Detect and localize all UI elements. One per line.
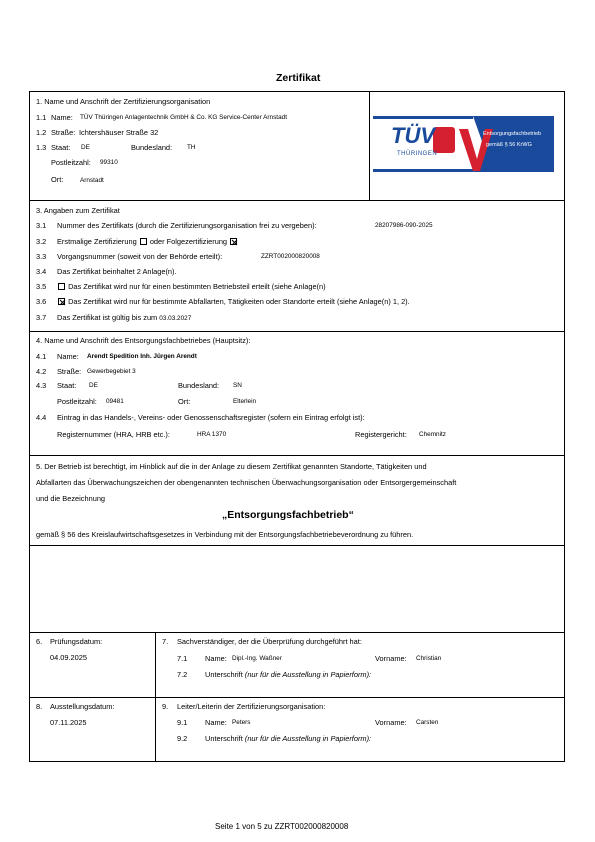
signature-label: Unterschrift bbox=[205, 734, 243, 743]
field-label: Name: bbox=[51, 113, 73, 122]
field-number: 3.5 bbox=[36, 282, 47, 291]
field-number: 3.2 bbox=[36, 237, 47, 246]
org-street: Ichtershäuser Straße 32 bbox=[79, 128, 159, 137]
field-label: Name: bbox=[205, 718, 227, 727]
field-number: 1.1 bbox=[36, 113, 47, 122]
field-number: 4.3 bbox=[36, 381, 47, 390]
initial-certification-checkbox[interactable] bbox=[140, 238, 147, 245]
divider bbox=[29, 697, 565, 698]
inspection-date: 04.09.2025 bbox=[50, 653, 87, 662]
company-country: DE bbox=[89, 382, 98, 389]
field-label: Postleitzahl: bbox=[57, 397, 97, 406]
table-border-right bbox=[564, 91, 565, 761]
section-4-heading: 4. Name und Anschrift des Entsorgungsfachbetriebes (Hauptsitz): bbox=[36, 336, 251, 345]
divider bbox=[369, 91, 370, 200]
field-label: Bundesland: bbox=[178, 381, 220, 390]
field-label: Prüfungsdatum: bbox=[50, 637, 103, 646]
divider bbox=[29, 632, 565, 633]
field-number: 9.1 bbox=[177, 718, 188, 727]
field-label: Postleitzahl: bbox=[51, 158, 91, 167]
section-1-heading: 1. Name und Anschrift der Zertifizierungsorganisation bbox=[36, 97, 211, 106]
certificate-number: 28207986-090-2025 bbox=[375, 222, 433, 229]
register-number: HRA 1370 bbox=[197, 431, 227, 438]
field-label: Name: bbox=[57, 352, 79, 361]
expert-name: Dipl.-Ing. Waßner bbox=[232, 655, 282, 662]
field-number: 9. bbox=[162, 702, 169, 711]
field-label: Ort: bbox=[178, 397, 191, 406]
company-street: Gewerbegebiet 3 bbox=[87, 368, 136, 375]
section-5-text: 5. Der Betrieb ist berechtigt, im Hinblick auf die in der Anlage zu diesem Zertifikat genannten Standorte, Tätigkeiten und bbox=[36, 462, 427, 471]
follow-up-certification-checkbox[interactable] bbox=[230, 238, 237, 245]
field-label: Vorname: bbox=[375, 654, 407, 663]
logo-sub: THÜRINGEN bbox=[397, 151, 438, 157]
org-state: TH bbox=[187, 144, 196, 151]
field-label: Ort: bbox=[51, 175, 64, 184]
field-number: 4.4 bbox=[36, 413, 47, 422]
field-number: 1.2 bbox=[36, 128, 47, 137]
logo-brand: TÜV bbox=[391, 123, 435, 148]
field-number: 7.1 bbox=[177, 654, 188, 663]
divider bbox=[29, 455, 565, 456]
certification-type bbox=[57, 237, 238, 246]
validity-date: 03.03.2027 bbox=[159, 315, 192, 322]
section-5-text: und die Bezeichnung bbox=[36, 494, 106, 503]
field-number: 3.7 bbox=[36, 313, 47, 322]
field-number: 3.6 bbox=[36, 297, 47, 306]
org-country: DE bbox=[81, 144, 90, 151]
company-state: SN bbox=[233, 382, 242, 389]
field-number: 1.3 bbox=[36, 143, 47, 152]
register-court: Chemnitz bbox=[419, 431, 446, 438]
signature-row bbox=[205, 670, 371, 679]
restricted-scope-checkbox[interactable] bbox=[58, 298, 65, 305]
org-name: TÜV Thüringen Anlagentechnik GmbH & Co. KG Service-Center Arnstadt bbox=[80, 114, 287, 121]
section-5-text: Abfallarten das Überwachungszeichen der obengenannten technischen Überwachungsorganisation oder Entsorgergemeinschaft bbox=[36, 478, 457, 487]
follow-up-certification-label: oder Folgezertifizierung bbox=[149, 237, 228, 246]
table-border-left bbox=[29, 91, 30, 761]
field-label: Bundesland: bbox=[131, 143, 173, 152]
section-5-text: gemäß § 56 des Kreislaufwirtschaftsgesetzes in Verbindung mit der Entsorgungsfachbetriebeverordnung zu führen. bbox=[36, 530, 414, 539]
tuv-certification-logo bbox=[373, 113, 554, 175]
initial-certification-label: Erstmalige Zertifizierung bbox=[57, 237, 137, 246]
partial-scope-row bbox=[57, 282, 326, 291]
partial-business-checkbox[interactable] bbox=[58, 283, 65, 290]
field-label: Sachverständiger, der die Überprüfung durchgeführt hat: bbox=[177, 637, 362, 646]
field-label: Straße: bbox=[51, 128, 76, 137]
field-label: Staat: bbox=[57, 381, 77, 390]
field-label: Leiter/Leiterin der Zertifizierungsorganisation: bbox=[177, 702, 326, 711]
table-border-top bbox=[29, 91, 565, 92]
designation-title: „Entsorgungsfachbetrieb“ bbox=[222, 509, 354, 521]
field-label: Registernummer (HRA, HRB etc.): bbox=[57, 430, 170, 439]
field-label: Straße: bbox=[57, 367, 82, 376]
field-label: Staat: bbox=[51, 143, 71, 152]
field-number: 6. bbox=[36, 637, 43, 646]
field-label: Name: bbox=[205, 654, 227, 663]
signature-label: Unterschrift bbox=[205, 670, 243, 679]
divider bbox=[155, 632, 156, 761]
logo-panel-line1: Entsorgungsfachbetrieb bbox=[483, 131, 542, 137]
field-number: 8. bbox=[36, 702, 43, 711]
field-label: Ausstellungsdatum: bbox=[50, 702, 115, 711]
logo-panel-line2: gemäß § 56 KrWG bbox=[486, 142, 532, 148]
divider bbox=[29, 545, 565, 546]
field-number: 3.4 bbox=[36, 267, 47, 276]
field-number: 4.2 bbox=[36, 367, 47, 376]
page-title: Zertifikat bbox=[276, 72, 321, 84]
expert-first-name: Christian bbox=[416, 655, 442, 662]
table-border-bottom bbox=[29, 761, 565, 762]
partial-business-label: Das Zertifikat wird nur für einen bestimmten Betriebsteil erteilt (siehe Anlage(n) bbox=[68, 282, 326, 291]
issue-date: 07.11.2025 bbox=[50, 718, 87, 727]
org-city: Arnstadt bbox=[80, 177, 104, 184]
section-3-heading: 3. Angaben zum Zertifikat bbox=[36, 206, 120, 215]
divider bbox=[29, 331, 565, 332]
restricted-scope-label: Das Zertifikat wird nur für bestimmte Abfallarten, Tätigkeiten oder Standorte erteilt (siehe Anlage(n) 1, 2). bbox=[68, 297, 410, 306]
head-first-name: Carsten bbox=[416, 719, 439, 726]
field-label: Vorgangsnummer (soweit von der Behörde erteilt): bbox=[57, 252, 223, 261]
attachment-count: Das Zertifikat beinhaltet 2 Anlage(n). bbox=[57, 267, 177, 276]
field-label: Registergericht: bbox=[355, 430, 407, 439]
field-number: 7.2 bbox=[177, 670, 188, 679]
field-number: 9.2 bbox=[177, 734, 188, 743]
field-number: 4.1 bbox=[36, 352, 47, 361]
org-postcode: 99310 bbox=[100, 159, 118, 166]
validity-label: Das Zertifikat ist gültig bis zum bbox=[57, 313, 158, 322]
signature-note: (nur für die Ausstellung in Papierform): bbox=[244, 670, 372, 679]
field-number: 3.3 bbox=[36, 252, 47, 261]
field-label: Nummer des Zertifikats (durch die Zertifizierungsorganisation frei zu vergeben): bbox=[57, 221, 317, 230]
company-name: Arendt Spedition Inh. Jürgen Arendt bbox=[87, 353, 197, 360]
restricted-scope-row bbox=[57, 297, 410, 306]
company-city: Elterlein bbox=[233, 398, 257, 405]
page-footer: Seite 1 von 5 zu ZZRT002000820008 bbox=[215, 822, 349, 831]
field-number: 3.1 bbox=[36, 221, 47, 230]
divider bbox=[29, 200, 565, 201]
head-name: Peters bbox=[232, 719, 251, 726]
process-number: ZZRT002000820008 bbox=[261, 253, 320, 260]
field-label: Eintrag in das Handels-, Vereins- oder Genossenschaftsregister (sofern ein Eintrag erfolgt ist): bbox=[57, 413, 365, 422]
signature-note: (nur für die Ausstellung in Papierform): bbox=[244, 734, 372, 743]
signature-row bbox=[205, 734, 371, 743]
field-label: Vorname: bbox=[375, 718, 407, 727]
company-postcode: 09481 bbox=[106, 398, 124, 405]
validity-row bbox=[57, 313, 191, 322]
field-number: 7. bbox=[162, 637, 169, 646]
